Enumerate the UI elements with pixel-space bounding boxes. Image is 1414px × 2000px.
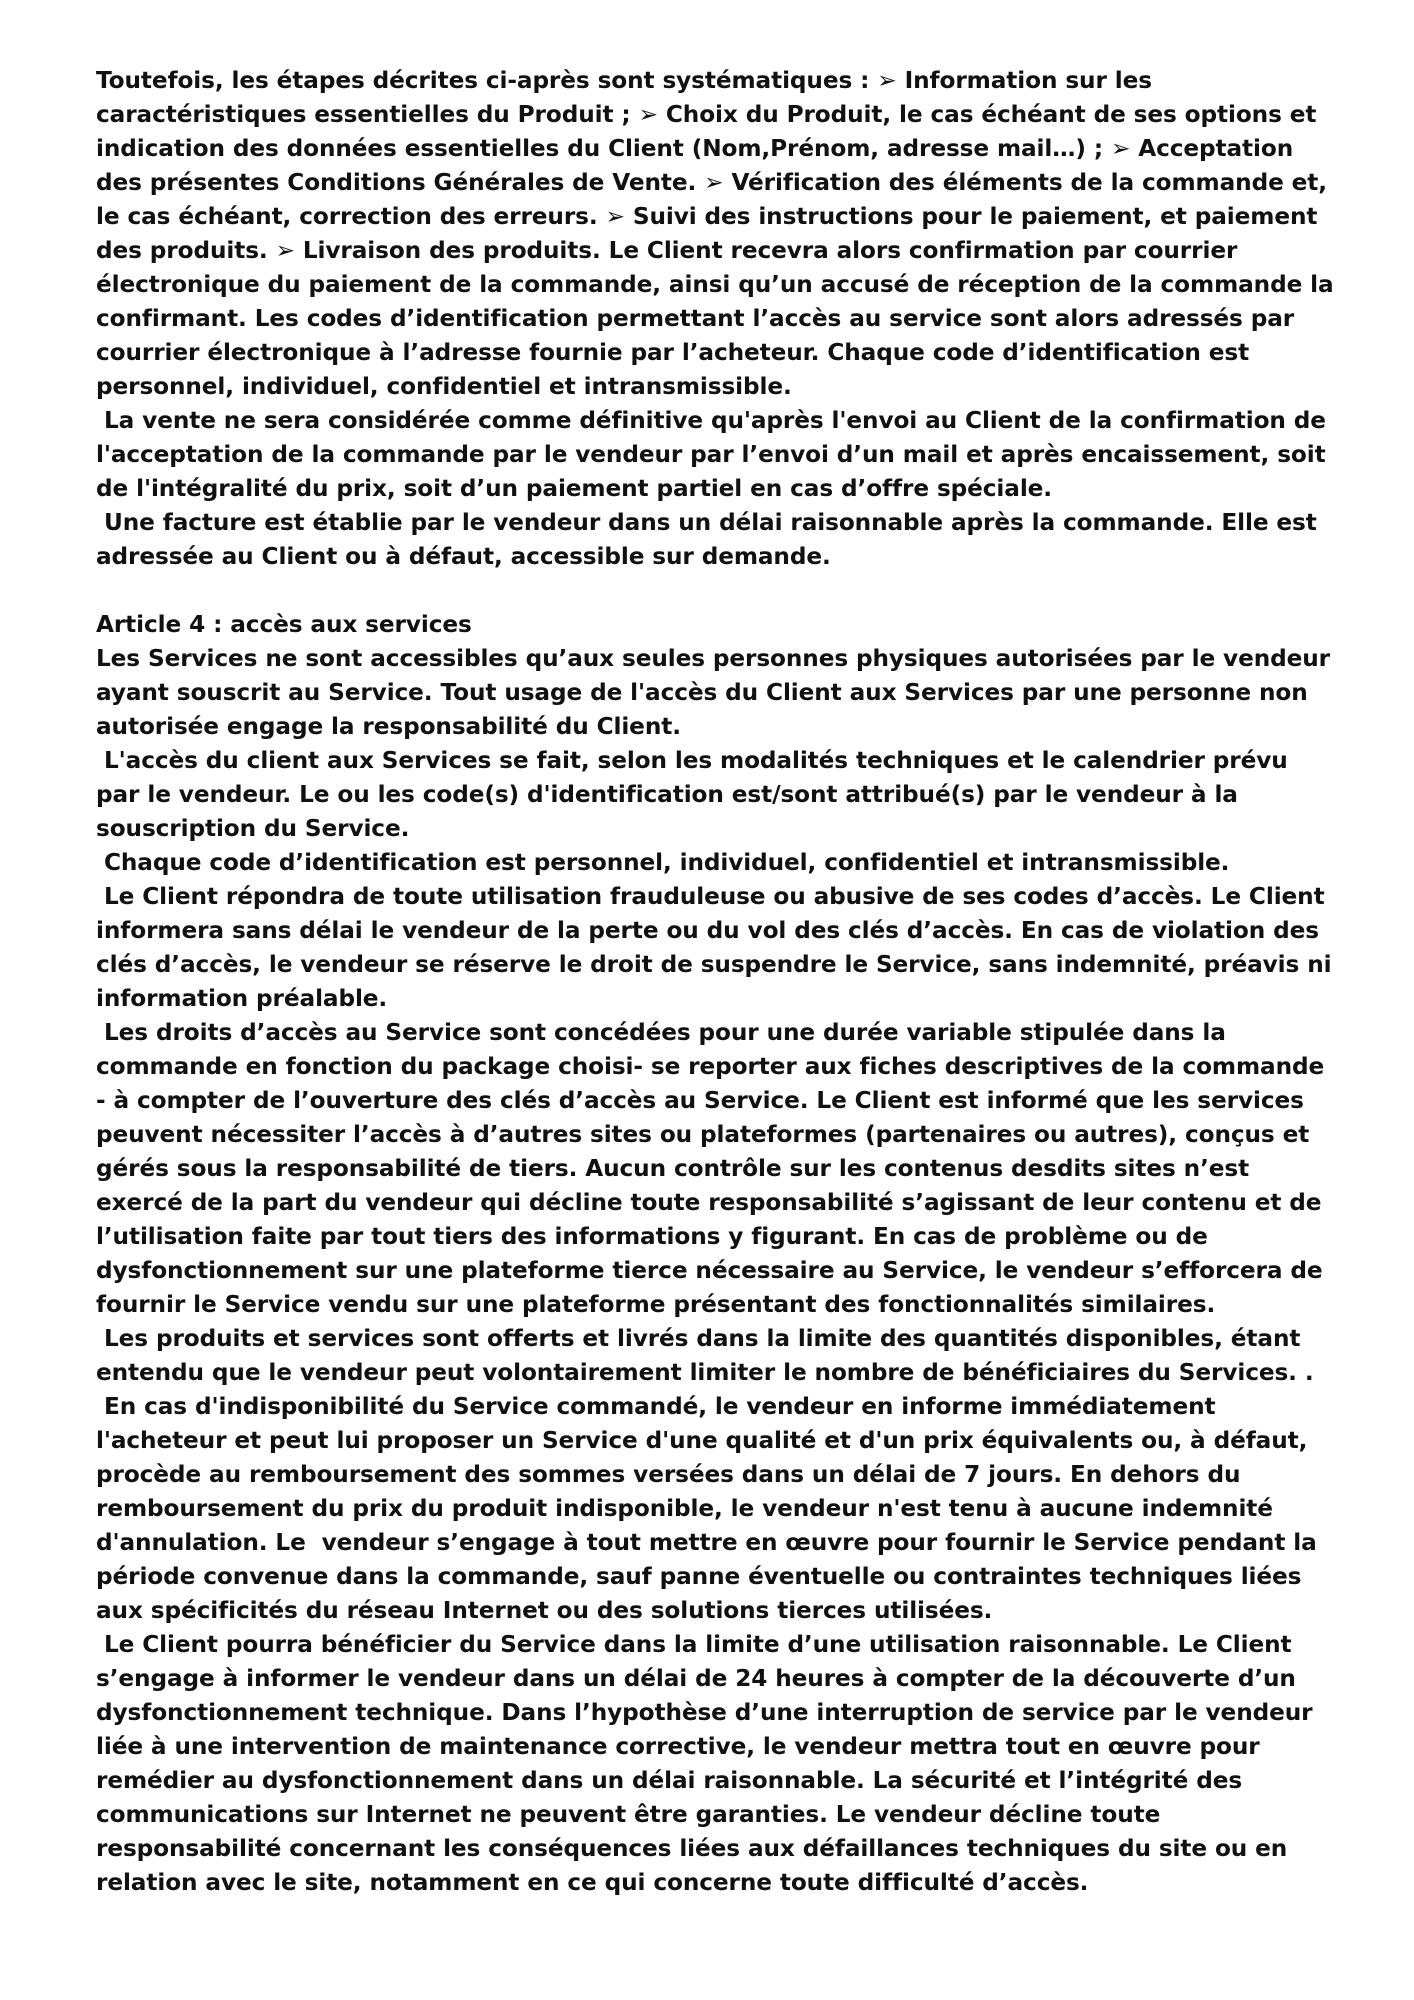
article-4-paragraph-personal-code: Chaque code d’identification est personnel, individuel, confidentiel et intransmissible. — [96, 849, 1230, 876]
article-4-paragraph-reasonable-use: Le Client pourra bénéficier du Service dans la limite d’une utilisation raisonnable. Le Client s’engage à informer le vendeur dans un délai de 24 heures à compter de la découverte d’un dysfonctionnement technique. Dans l’hypothèse d’une interruption de service par le vendeur liée à une intervention de maintenance corrective, le vendeur mettra tout en œuvre pour remédier au dysfonctionnement dans un délai raisonnable. La sécurité et l’intégrité des communications sur Internet ne peuvent être garanties. Le vendeur décline toute responsabilité concernant les conséquences liées aux défaillances techniques du site ou en relation avec le site, notamment en ce qui concerne toute difficulté d’accès. — [96, 1631, 1321, 1896]
article-4-paragraph-quantities: Les produits et services sont offerts et livrés dans la limite des quantités disponibles, étant entendu que le vendeur peut volontairement limiter le nombre de bénéficiaires du Services. . — [96, 1325, 1314, 1386]
article-4-paragraph-unavailability: En cas d'indisponibilité du Service commandé, le vendeur en informe immédiatement l'acheteur et peut lui proposer un Service d'une qualité et d'un prix équivalents ou, à défaut, procède au remboursement des sommes versées dans un délai de 7 jours. En dehors du remboursement du prix du produit indisponible, le vendeur n'est tenu à aucune indemnité d'annulation. Le vendeur s’engage à tout mettre en œuvre pour fournir le Service pendant la période convenue dans la commande, sauf panne éventuelle ou contraintes techniques liées aux spécificités du réseau Internet ou des solutions tierces utilisées. — [96, 1393, 1325, 1624]
article-4-paragraph-fraud: Le Client répondra de toute utilisation frauduleuse ou abusive de ses codes d’accès. Le Client informera sans délai le vendeur de la perte ou du vol des clés d’accès. En cas de violation des clés d’accès, le vendeur se réserve le droit de suspendre le Service, sans indemnité, préavis ni information préalable. — [96, 883, 1340, 1012]
article-4-title: Article 4 : accès aux services — [96, 611, 472, 638]
document-page — [96, 64, 1342, 1900]
intro-paragraph-steps: Toutefois, les étapes décrites ci-après sont systématiques : ➢ Information sur les caractéristiques essentielles du Produit ; ➢ Choix du Produit, le cas échéant de ses options et indication des données essentielles du Client (Nom,Prénom, adresse mail…) ; ➢ Acceptation des présentes Conditions Générales de Vente. ➢ Vérification des éléments de la commande et, le cas échéant, correction des erreurs. ➢ Suivi des instructions pour le paiement, et paiement des produits. ➢ Livraison des produits. Le Client recevra alors confirmation par courrier électronique du paiement de la commande, ainsi qu’un accusé de réception de la commande la confirmant. Les codes d’identification permettant l’accès au service sont alors adressés par courrier électronique à l’adresse fournie par l’acheteur. Chaque code d’identification est personnel, individuel, confidentiel et intransmissible. — [96, 67, 1342, 400]
intro-paragraph-invoice: Une facture est établie par le vendeur dans un délai raisonnable après la commande. Elle est adressée au Client ou à défaut, accessible sur demande. — [96, 509, 1325, 570]
article-4-paragraph-access-rights: Les droits d’accès au Service sont concédées pour une durée variable stipulée dans la commande en fonction du package choisi- se reporter aux fiches descriptives de la commande - à compter de l’ouverture des clés d’accès au Service. Le Client est informé que les services peuvent nécessiter l’accès à d’autres sites ou plateformes (partenaires ou autres), conçus et gérés sous la responsabilité de tiers. Aucun contrôle sur les contenus desdits sites n’est exercé de la part du vendeur qui décline toute responsabilité s’agissant de leur contenu et de l’utilisation faite par tout tiers des informations y figurant. En cas de problème ou de dysfonctionnement sur une plateforme tierce nécessaire au Service, le vendeur s’efforcera de fournir le Service vendu sur une plateforme présentant des fonctionnalités similaires. — [96, 1019, 1333, 1318]
paragraph-spacer — [96, 574, 1336, 608]
article-4-paragraph-access-modalities: L'accès du client aux Services se fait, selon les modalités techniques et le calendrier prévu par le vendeur. Le ou les code(s) d'identification est/sont attribué(s) par le vendeur à la souscription du Service. — [96, 747, 1296, 842]
intro-paragraph-sale-confirmation: La vente ne sera considérée comme définitive qu'après l'envoi au Client de la confirmation de l'acceptation de la commande par le vendeur par l’envoi d’un mail et après encaissement, soit de l'intégralité du prix, soit d’un paiement partiel en cas d’offre spéciale. — [96, 407, 1334, 502]
article-4-paragraph-authorized-persons: Les Services ne sont accessibles qu’aux seules personnes physiques autorisées par le vendeur ayant souscrit au Service. Tout usage de l'accès du Client aux Services par une personne non autorisée engage la responsabilité du Client. — [96, 645, 1338, 740]
